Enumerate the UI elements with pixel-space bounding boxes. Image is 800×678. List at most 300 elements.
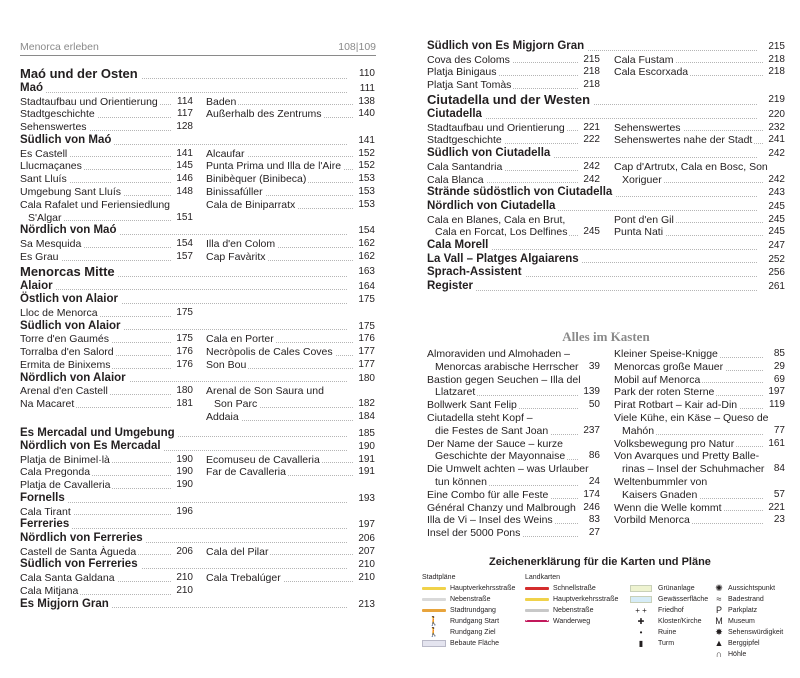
legend-title: Zeichenerklärung für die Karten und Pläne (489, 556, 711, 568)
toc-subentry[interactable] (614, 374, 785, 387)
heading-title: Südlich von Es Migjorn Gran (427, 40, 587, 52)
toc-row (427, 161, 785, 174)
page-number: 185 (355, 427, 375, 441)
page-number: 222 (583, 134, 600, 146)
entry-title: Cala de Biniparratx (206, 198, 296, 211)
toc-subentry[interactable] (427, 79, 600, 92)
toc-subentry[interactable] (20, 398, 193, 411)
toc-subentry[interactable] (206, 333, 375, 346)
table-of-contents-right (427, 40, 785, 294)
legend-label: Friedhof (658, 607, 684, 614)
heading-title: Ciutadella (427, 108, 485, 120)
legend-item (710, 583, 783, 594)
toc-subentry[interactable] (427, 134, 600, 147)
toc-subentry[interactable] (206, 479, 375, 492)
legend-item (422, 627, 515, 638)
entry-title: Cala en Porter (206, 333, 274, 346)
toc-row (20, 121, 375, 134)
toc-section-heading[interactable] (20, 134, 375, 148)
entry-title: Vorbild Menorca (614, 514, 690, 527)
toc-subentry[interactable] (614, 425, 785, 438)
toc-subentry[interactable] (20, 411, 193, 424)
page-number: 245 (768, 213, 785, 225)
page-number: 111 (357, 82, 375, 96)
page-number: 163 (355, 264, 375, 280)
toc-row (20, 346, 375, 359)
toc-row (20, 307, 375, 320)
green-area-icon (630, 585, 652, 592)
toc-subentry[interactable] (427, 412, 600, 425)
entry-title: Alcaufar (206, 147, 245, 160)
heading-title: Südlich von Maó (20, 134, 114, 146)
parking-icon: P (715, 605, 722, 615)
page-number: 154 (355, 224, 375, 238)
page-number: 197 (355, 518, 375, 532)
toc-subentry[interactable] (427, 54, 600, 67)
legend-label: Wanderweg (553, 618, 591, 625)
toc-subentry[interactable] (206, 121, 375, 134)
toc-subentry[interactable] (614, 161, 785, 174)
toc-subentry[interactable] (427, 66, 600, 79)
entry-title: Es Castell (20, 147, 68, 160)
page-number: 237 (583, 424, 600, 436)
page-number: 140 (358, 108, 375, 120)
page-number: 232 (768, 121, 785, 133)
toc-section-heading[interactable] (427, 239, 785, 253)
legend-column-heading (630, 572, 708, 583)
toc-subentry[interactable] (20, 186, 193, 199)
toc-subentry[interactable] (206, 346, 375, 359)
toc-subentry[interactable] (427, 174, 600, 187)
toc-subentry[interactable] (427, 489, 600, 502)
page-number: 152 (358, 147, 375, 159)
toc-subentry[interactable] (614, 489, 785, 502)
entry-title: Geschichte der Mayonnaise (427, 450, 567, 462)
page-number: 141 (355, 134, 375, 148)
toc-subentry[interactable] (206, 572, 375, 585)
toc-subentry[interactable] (614, 514, 785, 527)
entry-title: Pont d'en Gil (614, 213, 674, 226)
page-number: 213 (355, 598, 375, 612)
entry-title: Castell de Santa Àgueda (20, 545, 137, 558)
page-number: 215 (583, 53, 600, 65)
sight-icon: ✸ (715, 627, 723, 637)
toc-subentry[interactable] (206, 454, 375, 467)
beach-icon: ≈ (716, 594, 722, 604)
entry-title: Menorcas arabische Herrscher (427, 361, 581, 373)
toc-subentry[interactable] (206, 238, 375, 251)
toc-subentry[interactable] (206, 160, 375, 173)
book-section-title: Menorca erleben (20, 41, 99, 53)
toc-row (427, 79, 785, 92)
table-of-contents-left (20, 66, 375, 611)
legend-label: Stadtrundgang (450, 607, 496, 614)
toc-subentry[interactable] (614, 66, 785, 79)
toc-subentry[interactable] (20, 121, 193, 134)
toc-section-heading[interactable] (427, 253, 785, 267)
entry-title: Bastion gegen Seuchen – Illa del (427, 373, 581, 386)
entry-title: Cap Favàritx (206, 250, 266, 263)
page-number: 24 (588, 475, 600, 487)
toc-subentry[interactable] (20, 466, 193, 479)
toc-subentry[interactable] (614, 122, 785, 135)
entry-title: Cala Fustam (614, 53, 674, 66)
toc-subentry[interactable] (614, 399, 785, 412)
toc-chapter-heading[interactable] (427, 92, 785, 108)
entry-title: Cala del Pilar (206, 545, 269, 558)
toc-section-heading[interactable] (427, 108, 785, 122)
page-number: 128 (176, 121, 193, 133)
toc-subentry[interactable] (614, 79, 785, 92)
toc-subentry[interactable] (427, 463, 600, 476)
legend-label: Turm (658, 640, 675, 647)
entry-title: Arenal d'en Castell (20, 385, 108, 398)
toc-subentry[interactable] (614, 361, 785, 374)
legend-item (525, 605, 618, 616)
entry-title: Stadtgeschichte (20, 108, 95, 121)
toc-row (427, 174, 785, 187)
entry-title: Kaisers Gnaden (614, 489, 699, 501)
page-number: 110 (356, 66, 375, 82)
toc-subentry[interactable] (20, 251, 193, 264)
toc-subentry[interactable] (20, 238, 193, 251)
legend-item (422, 616, 515, 627)
box-row (427, 374, 785, 387)
heading-title: Ciutadella und der Westen (427, 92, 593, 107)
line-symbol (525, 598, 549, 601)
page-number: 182 (358, 397, 375, 409)
toc-subentry[interactable] (206, 411, 375, 424)
legend-label: Museum (728, 618, 755, 625)
toc-subentry[interactable] (614, 134, 785, 147)
entry-title: Sehenswertes (20, 121, 87, 134)
entry-title: Cala en Forcat, Los Delfines (427, 226, 569, 238)
line-symbol (525, 587, 549, 590)
legend-label: Hauptverkehrsstraße (553, 596, 619, 603)
page-number: 190 (355, 440, 375, 454)
toc-section-heading[interactable] (427, 40, 785, 54)
toc-section-heading[interactable] (20, 558, 375, 572)
toc-subentry[interactable] (427, 514, 600, 527)
toc-subentry[interactable] (614, 527, 785, 540)
toc-section-heading[interactable] (20, 372, 375, 386)
toc-subentry[interactable] (206, 148, 375, 161)
toc-row (427, 226, 785, 239)
heading-title: Nördlich von Maó (20, 224, 119, 236)
entry-title: Sehenswertes nahe der Stadt (614, 134, 753, 147)
entry-title: Umgebung Sant Lluís (20, 185, 121, 198)
toc-section-heading[interactable] (427, 266, 785, 280)
toc-chapter-heading[interactable] (20, 66, 375, 82)
toc-subentry[interactable] (206, 359, 375, 372)
toc-section-heading[interactable] (20, 492, 375, 506)
toc-section-heading[interactable] (20, 598, 375, 612)
toc-subentry[interactable] (206, 585, 375, 598)
toc-section-heading[interactable] (20, 532, 375, 546)
legend-label: Rundgang Ziel (450, 629, 496, 636)
toc-subentry[interactable] (427, 161, 600, 174)
page-number: 175 (176, 333, 193, 345)
page-number: 247 (765, 239, 785, 253)
page-number: 153 (358, 198, 375, 210)
entry-title: Ciutadella steht Kopf – (427, 411, 533, 424)
toc-row (20, 466, 375, 479)
toc-section-heading[interactable] (20, 320, 375, 334)
page-number: 256 (765, 266, 785, 280)
toc-row (20, 186, 375, 199)
toc-subentry[interactable] (427, 214, 600, 227)
entry-title: Cala Trebalúger (206, 572, 281, 585)
line-symbol (422, 587, 446, 590)
toc-subentry[interactable] (206, 546, 375, 559)
entry-title: Cala Santa Galdana (20, 572, 115, 585)
toc-subentry[interactable] (614, 463, 785, 476)
toc-subentry[interactable] (427, 476, 600, 489)
toc-subentry[interactable] (427, 122, 600, 135)
toc-subentry[interactable] (427, 425, 600, 438)
toc-subentry[interactable] (427, 374, 600, 387)
page-number: 221 (768, 501, 785, 513)
toc-subentry[interactable] (206, 212, 375, 225)
toc-section-heading[interactable] (427, 186, 785, 200)
legend-item (710, 638, 783, 649)
toc-section-heading[interactable] (427, 200, 785, 214)
entry-title: Far de Cavalleria (206, 466, 286, 479)
toc-subentry[interactable] (427, 527, 600, 540)
toc-section-heading[interactable] (20, 224, 375, 238)
toc-subentry[interactable] (206, 466, 375, 479)
legend-item (630, 616, 708, 627)
toc-subentry[interactable] (614, 438, 785, 451)
toc-subentry[interactable] (20, 199, 193, 212)
toc-row (20, 160, 375, 173)
toc-subentry[interactable] (206, 173, 375, 186)
legend-column-heading (710, 572, 783, 583)
page-number: 210 (176, 584, 193, 596)
entry-title: Bollwerk Sant Felip (427, 399, 517, 412)
heading-title: Es Migjorn Gran (20, 598, 112, 610)
toc-subentry[interactable] (20, 148, 193, 161)
toc-section-heading[interactable] (20, 440, 375, 454)
legend-grid (420, 568, 784, 678)
toc-section-heading[interactable] (20, 293, 375, 307)
toc-section-heading[interactable] (427, 147, 785, 161)
toc-subentry[interactable] (20, 359, 193, 372)
toc-subentry[interactable] (614, 54, 785, 67)
toc-subentry[interactable] (614, 386, 785, 399)
toc-subentry[interactable] (20, 572, 193, 585)
toc-section-heading[interactable] (427, 280, 785, 294)
page-number: 180 (355, 372, 375, 386)
cemetery-icon: + + (630, 607, 652, 614)
page-number: 245 (583, 226, 600, 238)
toc-subentry[interactable] (20, 96, 193, 109)
toc-subentry[interactable] (614, 174, 785, 187)
entry-title: Cala Escorxada (614, 66, 689, 79)
legend-column (710, 572, 783, 660)
toc-subentry[interactable] (20, 346, 193, 359)
entry-title: Addaia (206, 410, 239, 423)
toc-subentry[interactable] (20, 333, 193, 346)
entry-title: Torre d'en Gaumés (20, 333, 109, 346)
toc-subentry[interactable] (20, 479, 193, 492)
legend-label: Grünanlage (658, 585, 695, 592)
heading-title: Südlich von Ciutadella (427, 147, 553, 159)
tower-icon: ▮ (630, 640, 652, 647)
legend-item (525, 616, 618, 627)
box-row (427, 527, 785, 540)
entry-title: Lloc de Menorca (20, 306, 98, 319)
entry-title: Son Parc (206, 398, 259, 410)
page-number: 245 (768, 226, 785, 238)
heading-title: Nördlich von Alaior (20, 372, 129, 384)
entry-title: rinas – Insel der Schuhmacher (614, 463, 766, 475)
entry-title: Cap d'Artrutx, Cala en Bosc, Son (614, 160, 768, 173)
toc-section-heading[interactable] (20, 518, 375, 532)
entry-title: Stadtaufbau und Orientierung (427, 121, 565, 134)
toc-row (20, 385, 375, 398)
box-row (427, 386, 785, 399)
box-row (427, 514, 785, 527)
entry-title: Platja de Cavalleria (20, 479, 111, 492)
entry-title: Der Name der Sauce – kurze (427, 437, 563, 450)
toc-subentry[interactable] (20, 585, 193, 598)
toc-row (20, 546, 375, 559)
boxes-list (427, 348, 785, 540)
dot-leader (20, 92, 347, 93)
entry-title: Baden (206, 95, 237, 108)
toc-subentry[interactable] (206, 385, 375, 398)
toc-subentry[interactable] (20, 173, 193, 186)
page-number: 210 (355, 558, 375, 572)
toc-row (20, 585, 375, 598)
page-number: 177 (358, 345, 375, 357)
page-number: 218 (583, 66, 600, 78)
toc-subentry[interactable] (427, 450, 600, 463)
toc-subentry[interactable] (427, 226, 600, 239)
legend-item (422, 583, 515, 594)
toc-chapter-heading[interactable] (20, 264, 375, 280)
toc-subentry[interactable] (614, 348, 785, 361)
toc-row (20, 212, 375, 225)
toc-subentry[interactable] (206, 506, 375, 519)
toc-section-heading[interactable] (20, 280, 375, 294)
toc-subentry[interactable] (206, 186, 375, 199)
church-icon: ✚ (630, 618, 652, 625)
entry-title: Xoriguer (614, 174, 664, 186)
entry-title: Eine Combo für alle Feste (427, 488, 549, 501)
line-symbol (525, 609, 549, 612)
page-number: 153 (358, 185, 375, 197)
toc-subentry[interactable] (427, 386, 600, 399)
toc-subentry[interactable] (20, 385, 193, 398)
legend-item (422, 638, 515, 649)
toc-subentry[interactable] (614, 412, 785, 425)
toc-subentry[interactable] (20, 307, 193, 320)
page-number: 210 (176, 572, 193, 584)
entry-title: Platja de Binimel·là (20, 453, 110, 466)
legend-column-heading: Landkarten (525, 574, 561, 581)
page-number: 84 (773, 463, 785, 475)
toc-section-heading[interactable] (20, 427, 375, 441)
toc-subentry[interactable] (206, 307, 375, 320)
page-number: 191 (358, 453, 375, 465)
toc-row (20, 199, 375, 212)
toc-subentry[interactable] (614, 226, 785, 239)
toc-subentry[interactable] (427, 399, 600, 412)
entry-title: Kleiner Speise-Knigge (614, 348, 718, 360)
water-area-icon (630, 596, 652, 603)
toc-subentry[interactable] (427, 361, 600, 374)
toc-row (20, 108, 375, 121)
toc-subentry[interactable] (20, 160, 193, 173)
toc-subentry[interactable] (20, 212, 193, 225)
toc-subentry[interactable] (427, 348, 600, 361)
page-number: 153 (358, 173, 375, 185)
box-row (427, 450, 785, 463)
toc-subentry[interactable] (614, 476, 785, 489)
toc-subentry[interactable] (20, 546, 193, 559)
toc-subentry[interactable] (206, 199, 375, 212)
heading-title: Sprach-Assistent (427, 266, 525, 278)
legend-item (630, 583, 708, 594)
entry-title: Son Bou (206, 358, 247, 371)
toc-section-heading[interactable] (20, 82, 375, 96)
entry-title: Cala Mitjana (20, 584, 79, 597)
toc-subentry[interactable] (206, 96, 375, 109)
heading-title: Östlich von Alaior (20, 293, 121, 305)
page-number: 221 (583, 121, 600, 133)
page-number: 190 (176, 479, 193, 491)
running-header (20, 40, 376, 56)
entry-title: Außerhalb des Zentrums (206, 108, 322, 121)
heading-title: Cala Morell (427, 239, 491, 251)
toc-row (20, 148, 375, 161)
heading-title: Menorcas Mitte (20, 264, 118, 279)
entry-title: Punta Nati (614, 226, 664, 239)
boxes-heading: Alles im Kasten (562, 329, 650, 344)
heading-title: Nördlich von Ferreries (20, 532, 146, 544)
toc-subentry[interactable] (614, 214, 785, 227)
page-number: 246 (583, 501, 600, 513)
legend-label: Höhle (728, 651, 747, 658)
toc-subentry[interactable] (206, 398, 375, 411)
toc-subentry[interactable] (20, 454, 193, 467)
page-number: 243 (765, 186, 785, 200)
toc-subentry[interactable] (427, 502, 600, 515)
toc-subentry[interactable] (614, 502, 785, 515)
walker-icon: 🚶 (428, 616, 440, 626)
toc-subentry[interactable] (614, 450, 785, 463)
toc-subentry[interactable] (206, 108, 375, 121)
page-number: 261 (765, 280, 785, 294)
page-number: 175 (355, 320, 375, 334)
page-number: 151 (176, 211, 193, 223)
toc-subentry[interactable] (427, 438, 600, 451)
heading-title: Nördlich von Es Mercadal (20, 440, 164, 452)
toc-subentry[interactable] (20, 108, 193, 121)
toc-row (427, 214, 785, 227)
legend-label: Nebenstraße (553, 607, 594, 614)
legend-column (630, 572, 708, 649)
area-symbol (422, 640, 446, 647)
toc-subentry[interactable] (206, 251, 375, 264)
legend-item (525, 583, 618, 594)
page-number: 152 (358, 160, 375, 172)
entry-title: Platja Binigaus (427, 66, 497, 79)
toc-subentry[interactable] (20, 506, 193, 519)
page-number: 29 (773, 360, 785, 372)
